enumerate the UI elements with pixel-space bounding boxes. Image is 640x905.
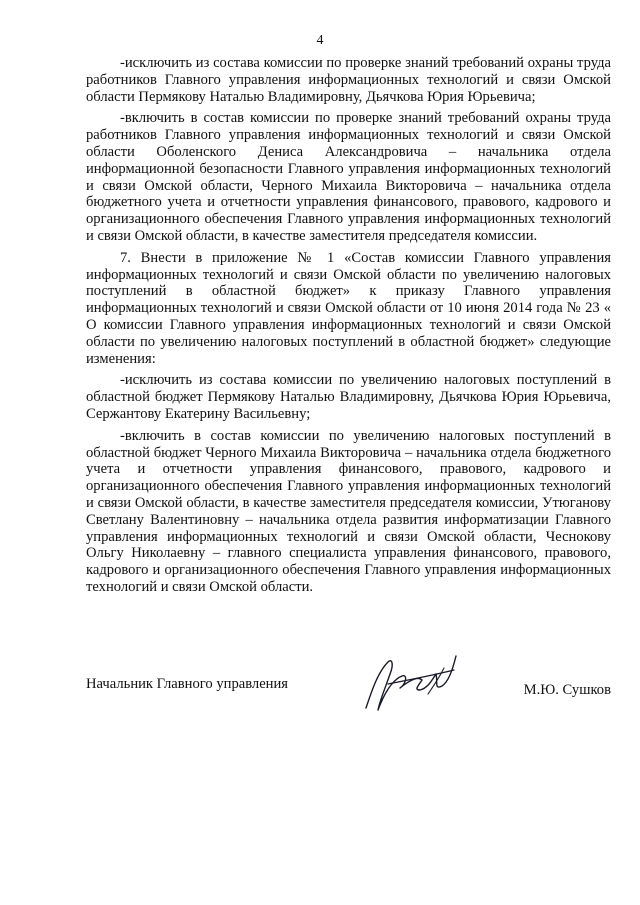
document-body — [86, 55, 611, 601]
paragraph-exclude-safety-commission: -исключить из состава комиссии по проверке знаний требований охраны труда работников Главного управления информационных технологий и связи Омской области Пермякову Наталью Владимировну, Дьячкова Юрия Юрьевича; — [86, 55, 611, 105]
signatory-position: Начальник Главного управления — [86, 676, 289, 692]
paragraph-include-tax-commission: -включить в состав комиссии по увеличению налоговых поступлений в областной бюджет Черного Михаила Викторовича – начальника отдела бюджетного учета и отчетности управления финансового, правового, кадрового и организационного обеспечения Главного управления информационных технологий и связи Омской области, в качестве заместителя председателя комиссии, Утюганову Светлану Валентиновну – начальника отдела развития информатизации Главного управления информационных технологий и связи Омской области, Чеснокову Ольгу Николаевну – главного специалиста управления финансового, правового, кадрового и организационного обеспечения Главного управления информационных технологий и связи Омской области. — [86, 427, 611, 595]
paragraph-include-safety-commission: -включить в состав комиссии по проверке знаний требований охраны труда работников Главного управления информационных технологий и связи Омской области Оболенского Дениса Александровича – начальника отдела информационной безопасности Главного управления информационных технологий и связи Омской области, Черного Михаила Викторовича – начальника отдела бюджетного учета и отчетности управления финансового, правового, кадрового и организационного обеспечения Главного управления информационных технологий и связи Омской области, в качестве заместителя председателя комиссии. — [86, 110, 611, 244]
signature-block — [86, 672, 611, 732]
paragraph-exclude-tax-commission: -исключить из состава комиссии по увеличению налоговых поступлений в областной бюджет Пермякову Наталью Владимировну, Дьячкова Юрия Юрьевича, Сержантову Екатерину Васильевну; — [86, 372, 611, 422]
paragraph-item-7: 7. Внести в приложение № 1 «Состав комиссии Главного управления информационных технологий и связи Омской области по увеличению налоговых поступлений в областной бюджет» к приказу Главного управления информационных технологий и связи Омской области от 10 июня 2014 года № 23 « О комиссии Главного управления информационных технологий и связи Омской области по увеличению налоговых поступлений в областной бюджет» следующие изменения: — [86, 249, 611, 367]
signatory-name: М.Ю. Сушков — [523, 682, 611, 698]
handwritten-signature — [358, 650, 468, 720]
page-number: 4 — [316, 33, 324, 48]
